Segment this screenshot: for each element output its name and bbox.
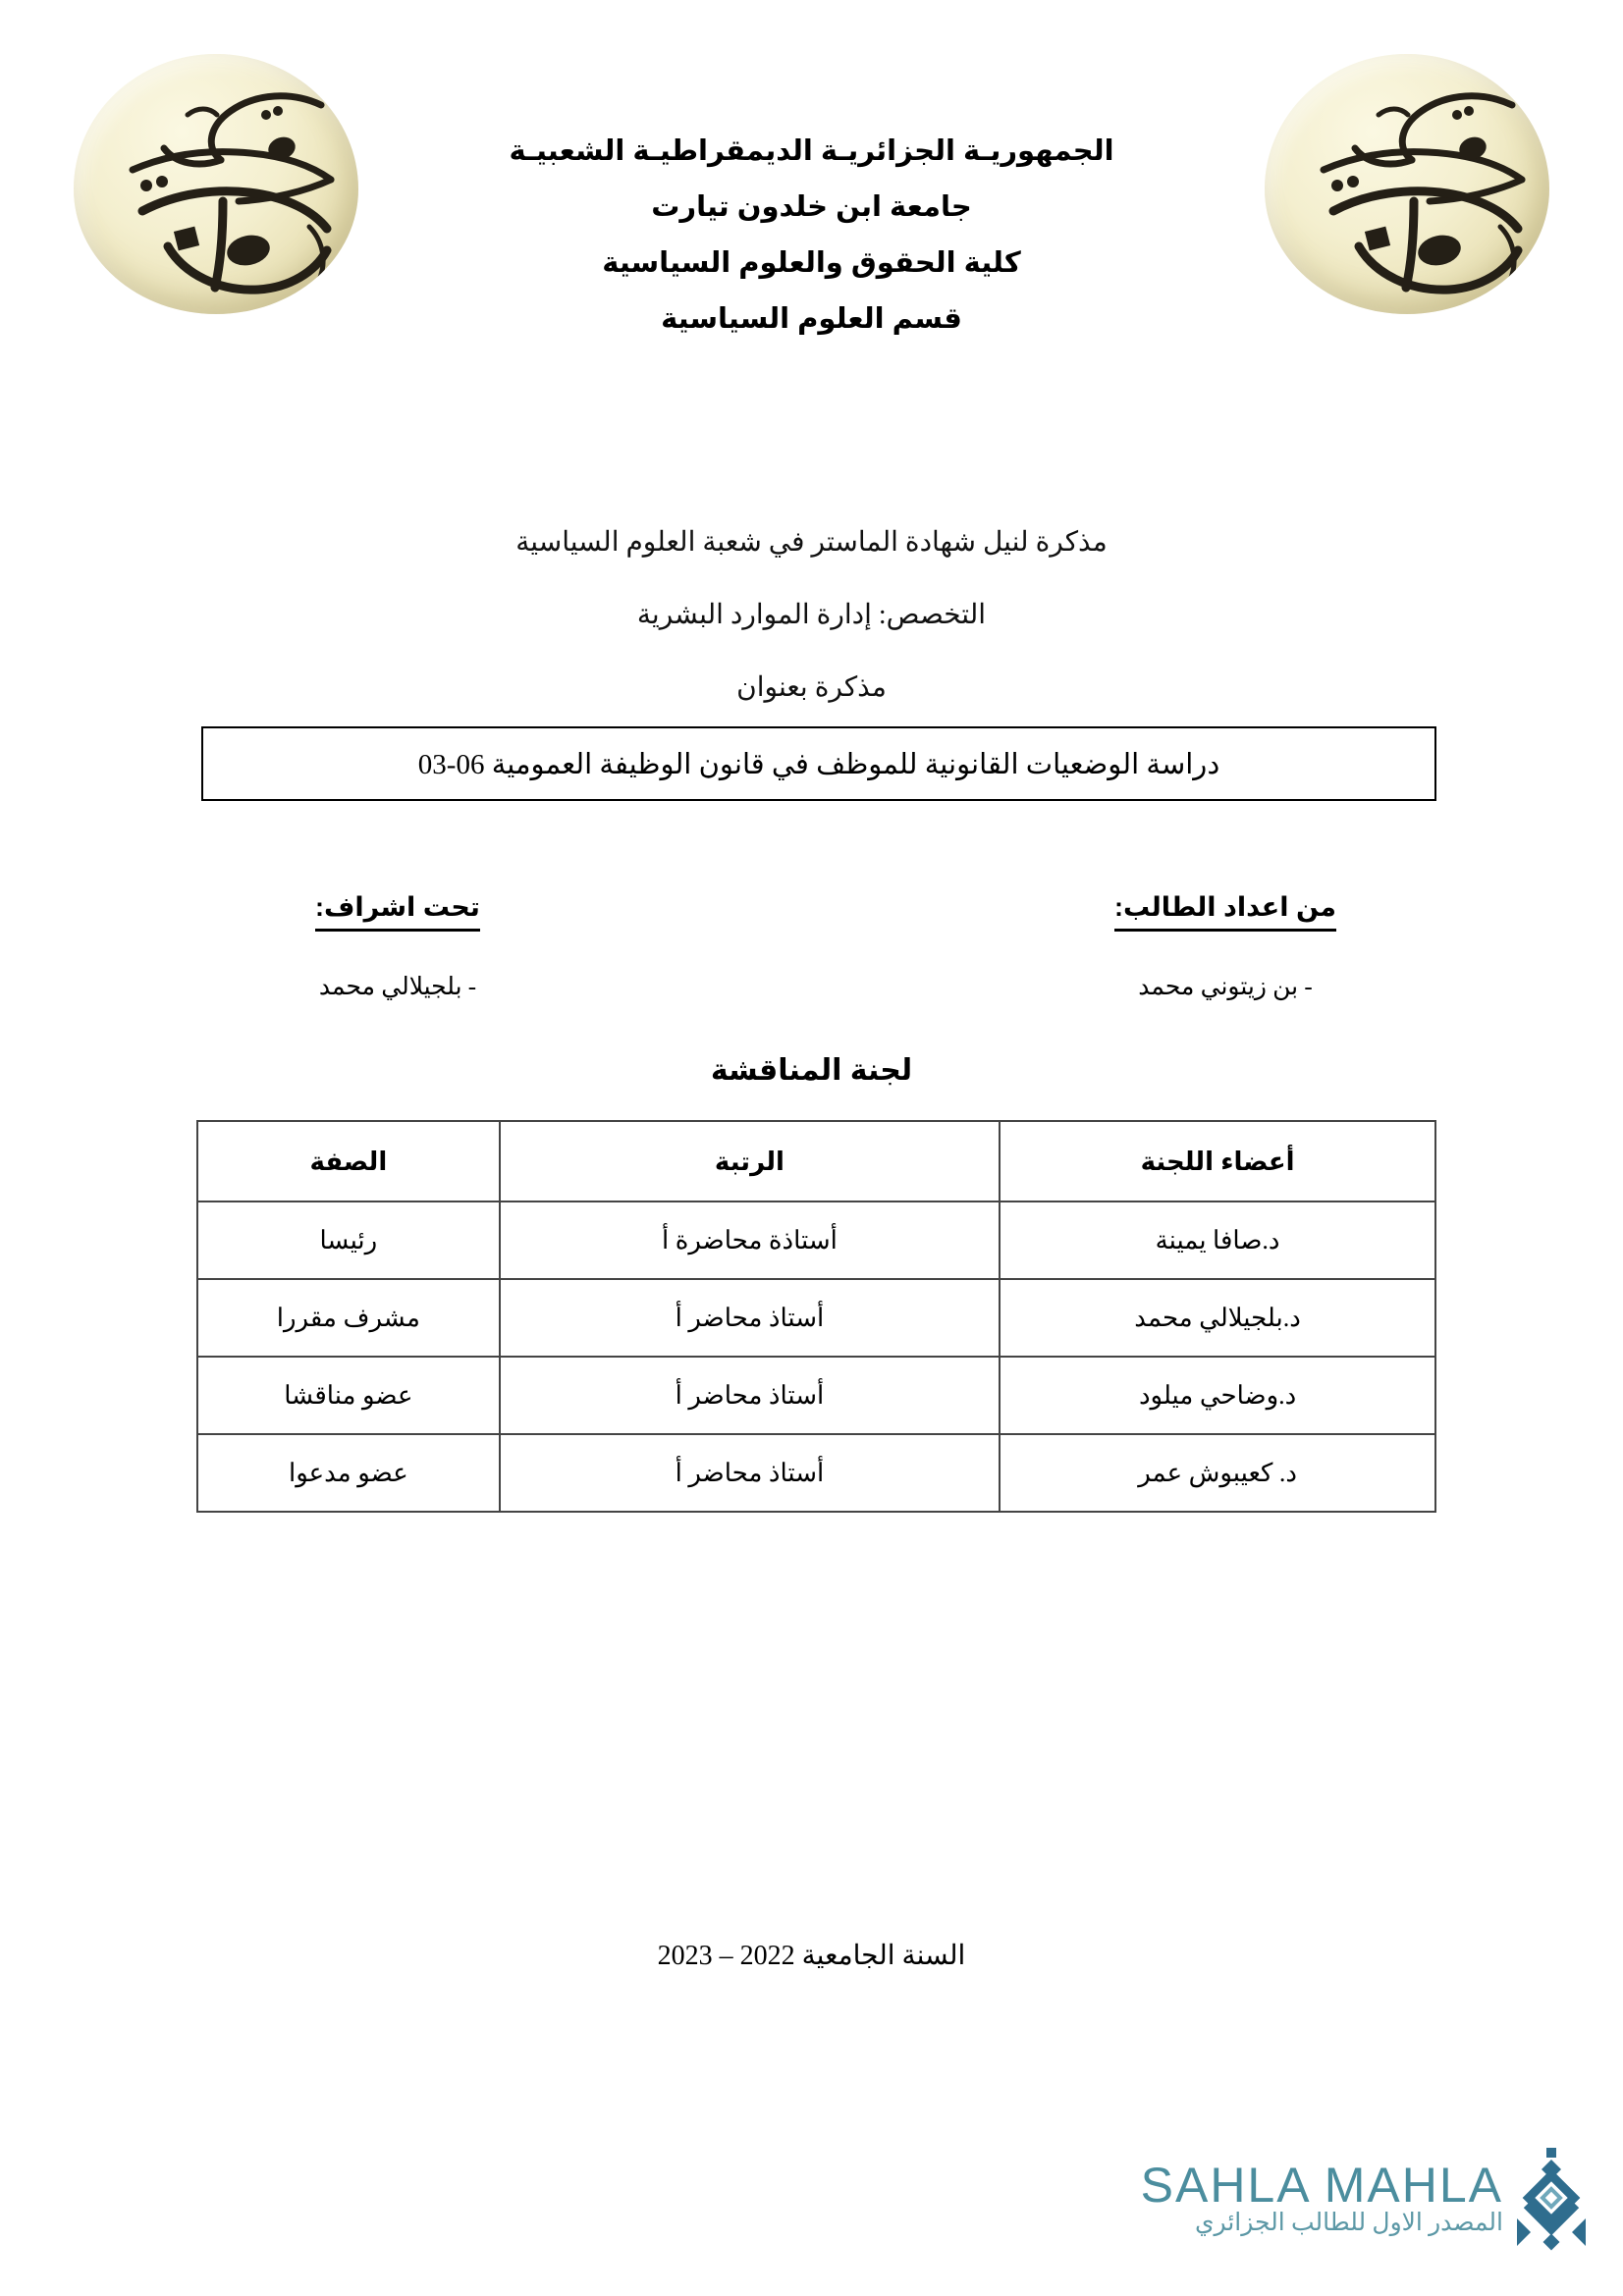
cell-role: مشرف مقررا xyxy=(197,1279,500,1357)
table-row xyxy=(197,1434,1435,1512)
cell-rank: أستاذة محاضرة أ xyxy=(500,1201,1000,1279)
cell-member: د. كعيبوش عمر xyxy=(1000,1434,1435,1512)
academic-year: السنة الجامعية 2022 – 2023 xyxy=(657,1941,966,1971)
cell-member: د.وضاحي ميلود xyxy=(1000,1357,1435,1434)
degree-purpose: مذكرة لنيل شهادة الماستر في شعبة العلوم السياسية xyxy=(515,527,1108,558)
faculty-name: كلية الحقوق والعلوم السياسية xyxy=(602,247,1021,279)
table-row xyxy=(197,1279,1435,1357)
cell-member: د.صافا يمينة xyxy=(1000,1201,1435,1279)
supervisor-block xyxy=(191,888,604,1004)
column-header-members: أعضاء اللجنة xyxy=(1000,1121,1435,1201)
authorship-section xyxy=(0,888,1623,1026)
cell-rank: أستاذ محاضر أ xyxy=(500,1357,1000,1434)
degree-specialization: التخصص: إدارة الموارد البشرية xyxy=(636,600,987,630)
university-seal-right-icon xyxy=(1265,54,1549,314)
table-row xyxy=(197,1201,1435,1279)
sahla-mahla-watermark xyxy=(1141,2146,1594,2252)
cell-member: د.بلجيلالي محمد xyxy=(1000,1279,1435,1357)
table-header-row xyxy=(197,1121,1435,1201)
supervisor-name: - بلجيلالي محمد xyxy=(318,974,477,1000)
watermark-tagline: المصدر الاول للطالب الجزائري xyxy=(1194,2210,1503,2236)
thesis-title-box xyxy=(201,726,1436,801)
cell-role: عضو مناقشا xyxy=(197,1357,500,1434)
student-name: - بن زيتوني محمد xyxy=(1138,974,1313,1000)
committee-table xyxy=(196,1120,1436,1513)
committee-title: لجنة المناقشة xyxy=(710,1054,913,1087)
supervisor-heading: تحت اشراف: xyxy=(315,888,480,932)
university-seal-left-icon xyxy=(74,54,358,314)
table-row xyxy=(197,1357,1435,1434)
degree-section xyxy=(0,507,1623,724)
institution-heading xyxy=(439,124,1185,347)
student-block xyxy=(1019,888,1432,1004)
cell-rank: أستاذ محاضر أ xyxy=(500,1434,1000,1512)
university-name: جامعة ابن خلدون تيارت xyxy=(651,191,972,223)
student-heading: من اعداد الطالب: xyxy=(1114,888,1336,932)
column-header-role: الصفة xyxy=(197,1121,500,1201)
berber-diamond-logo-icon xyxy=(1509,2146,1594,2252)
document-header xyxy=(0,29,1623,353)
thesis-title-label: مذكرة بعنوان xyxy=(736,672,887,703)
department-name: قسم العلوم السياسية xyxy=(661,303,962,335)
cell-rank: أستاذ محاضر أ xyxy=(500,1279,1000,1357)
watermark-brand-name: SAHLA MAHLA xyxy=(1140,2158,1503,2213)
cell-role: عضو مدعوا xyxy=(197,1434,500,1512)
country-name: الجمهوريـة الجزائريـة الديمقراطيـة الشعبيـة xyxy=(509,135,1114,167)
thesis-title: دراسة الوضعيات القانونية للموظف في قانون الوظيفة العمومية 06-03 xyxy=(417,748,1220,780)
column-header-rank: الرتبة xyxy=(500,1121,1000,1201)
cell-role: رئيسا xyxy=(197,1201,500,1279)
